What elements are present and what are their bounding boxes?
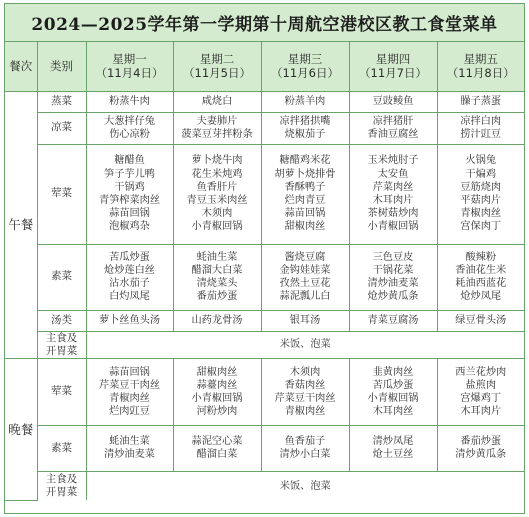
dish-cell bbox=[437, 310, 524, 331]
staple-category-label bbox=[37, 471, 86, 500]
dish-name: 蒜薹肉丝 bbox=[196, 379, 238, 391]
dish-cell bbox=[437, 112, 524, 144]
dish-name: 小青椒回锅 bbox=[191, 221, 243, 233]
day-date: （11月8日） bbox=[446, 66, 515, 81]
dish-cell bbox=[349, 144, 437, 244]
dish-name: 干锅鸡 bbox=[114, 181, 145, 193]
dish-name: 河粉炒肉 bbox=[196, 406, 238, 418]
dish-name: 甜椒肉丝 bbox=[196, 366, 238, 378]
header-row bbox=[5, 42, 524, 91]
dish-name: 孜然土豆花 bbox=[279, 278, 331, 289]
dish-cell bbox=[437, 425, 524, 471]
dish-name: 咸烧白 bbox=[201, 95, 233, 107]
dish-name: 菠菜豆芽拌粉条 bbox=[181, 129, 253, 140]
dish-name: 烂肉青豆 bbox=[284, 195, 326, 206]
category-label: 素菜 bbox=[37, 425, 86, 471]
dish-name: 番茄炒蛋 bbox=[460, 436, 502, 448]
dish-name: 玉米炖肘子 bbox=[367, 155, 419, 167]
dish-name: 蒜泥空心菜 bbox=[191, 436, 243, 448]
dish-name: 糖醋鸡米花 bbox=[279, 155, 331, 167]
dish-name: 夫妻肺片 bbox=[196, 115, 238, 127]
dish-name: 耗油西蓝花 bbox=[455, 278, 507, 289]
page-title: 2024—2025学年第一学期第十周航空港校区教工食堂菜单 bbox=[5, 4, 524, 42]
dish-name: 臊子蒸蛋 bbox=[460, 95, 502, 107]
dish-cell bbox=[261, 91, 349, 112]
dish-name: 蒜苗回锅 bbox=[284, 208, 326, 220]
dish-cell bbox=[261, 144, 349, 244]
dish-name: 炝土豆丝 bbox=[372, 449, 414, 461]
dish-cell bbox=[349, 425, 437, 471]
dish-name: 清烧菜头 bbox=[196, 278, 238, 289]
dish-name: 花生米炖鸡 bbox=[191, 168, 243, 180]
dish-name: 青笋榨菜肉丝 bbox=[98, 195, 161, 206]
dish-name: 鱼香茄子 bbox=[284, 436, 326, 448]
day-date: （11月4日） bbox=[95, 66, 164, 81]
staple-items: 米饭、泡菜 bbox=[86, 331, 524, 358]
dish-name: 木须肉 bbox=[201, 208, 233, 220]
category-label: 素菜 bbox=[37, 244, 86, 310]
dish-name: 木须肉 bbox=[289, 366, 321, 378]
dish-name: 茶树菇炒肉 bbox=[367, 208, 419, 220]
dish-name: 沾水茄子 bbox=[109, 278, 150, 289]
dish-name: 清炒油麦菜 bbox=[367, 278, 419, 289]
dish-cell bbox=[173, 244, 261, 310]
menu-table bbox=[5, 42, 524, 501]
lunch-row-4 bbox=[5, 244, 524, 310]
dish-name: 糖醋鱼 bbox=[114, 155, 145, 167]
dish-name: 香酥鸭子 bbox=[284, 181, 326, 193]
dinner-staple-row bbox=[5, 471, 524, 500]
dish-cell bbox=[349, 91, 437, 112]
dish-name: 宫保肉丁 bbox=[460, 221, 502, 233]
dish-cell bbox=[86, 358, 173, 425]
dish-name: 烧椒茄子 bbox=[284, 129, 326, 140]
dish-cell bbox=[173, 112, 261, 144]
dish-name: 香油花生米 bbox=[455, 264, 507, 276]
menu-sheet bbox=[4, 3, 525, 514]
dish-name: 西兰花炒肉 bbox=[455, 366, 507, 378]
dish-name: 芹菜豆干肉丝 bbox=[274, 392, 336, 404]
dish-name: 小青椒回锅 bbox=[367, 392, 419, 404]
dish-name: 芹菜肉丝 bbox=[372, 181, 414, 193]
dish-name: 蚝油生菜 bbox=[109, 436, 150, 448]
dish-name: 炝炒莲白丝 bbox=[104, 264, 155, 276]
staple-label-line: 开胃菜 bbox=[45, 344, 78, 357]
dish-cell bbox=[173, 358, 261, 425]
day-name: 星期二 bbox=[199, 52, 235, 67]
dish-cell bbox=[261, 112, 349, 144]
dish-cell bbox=[261, 425, 349, 471]
dish-name: 凉拌白肉 bbox=[460, 115, 502, 127]
dish-name: 蒜苗回锅 bbox=[109, 208, 150, 220]
dish-name: 木耳肉丝 bbox=[372, 406, 414, 418]
dish-name: 绿豆骨头汤 bbox=[455, 314, 507, 326]
dish-cell bbox=[261, 358, 349, 425]
staple-label-line: 开胃菜 bbox=[45, 486, 78, 499]
dish-name: 清炒油麦菜 bbox=[104, 449, 155, 461]
staple-category-label bbox=[37, 331, 86, 358]
dish-name: 宫爆鸡丁 bbox=[460, 392, 502, 404]
dish-name: 韭黄肉丝 bbox=[372, 366, 414, 378]
dish-cell bbox=[437, 91, 524, 112]
dish-name: 粉蒸牛肉 bbox=[109, 95, 150, 107]
dish-name: 捞汁豇豆 bbox=[460, 129, 502, 140]
header-day-3 bbox=[261, 42, 349, 91]
category-label: 蒸菜 bbox=[37, 91, 86, 112]
lunch-meal-label: 午餐 bbox=[5, 91, 37, 358]
dish-name: 粉蒸羊肉 bbox=[284, 95, 326, 107]
lunch-row-1 bbox=[5, 91, 524, 112]
dish-name: 凉拌猪肝 bbox=[372, 115, 414, 127]
dish-name: 酱烧豆腐 bbox=[284, 251, 326, 263]
dish-name: 大葱拌仔兔 bbox=[104, 115, 155, 127]
lunch-row-5 bbox=[5, 310, 524, 331]
dish-name: 苦瓜炒蛋 bbox=[109, 251, 150, 263]
lunch-staple-row bbox=[5, 331, 524, 358]
dish-cell bbox=[86, 425, 173, 471]
dish-name: 胡萝卜烧排骨 bbox=[274, 168, 336, 180]
dish-name: 盐煎肉 bbox=[465, 379, 497, 391]
dish-name: 白灼凤尾 bbox=[109, 291, 150, 303]
dinner-row-1 bbox=[5, 358, 524, 425]
dish-name: 干锅花菜 bbox=[372, 264, 414, 276]
dish-cell bbox=[349, 358, 437, 425]
dish-cell bbox=[86, 91, 173, 112]
header-category: 类别 bbox=[37, 42, 86, 91]
dinner-meal-label: 晚餐 bbox=[5, 358, 37, 500]
day-name: 星期四 bbox=[375, 52, 411, 67]
dish-name: 清炒黄瓜条 bbox=[455, 449, 507, 461]
dinner-row-2 bbox=[5, 425, 524, 471]
dish-cell bbox=[437, 358, 524, 425]
dish-name: 炝炒黄瓜条 bbox=[367, 291, 419, 303]
dish-cell bbox=[261, 310, 349, 331]
dish-name: 蒜苗回锅 bbox=[109, 366, 150, 378]
dish-name: 鱼香肝片 bbox=[196, 181, 238, 193]
header-day-5 bbox=[437, 42, 524, 91]
dish-name: 伤心凉粉 bbox=[109, 129, 150, 140]
dish-cell bbox=[173, 91, 261, 112]
dish-name: 芹菜豆干肉丝 bbox=[98, 379, 161, 391]
day-name: 星期三 bbox=[287, 52, 323, 67]
dish-cell bbox=[349, 112, 437, 144]
category-label: 汤类 bbox=[37, 310, 86, 331]
category-label: 荤菜 bbox=[37, 144, 86, 244]
dish-name: 太安鱼 bbox=[377, 168, 409, 180]
dish-name: 甜椒肉丝 bbox=[284, 221, 326, 233]
day-name: 星期五 bbox=[463, 52, 498, 67]
dish-name: 干煸鸡 bbox=[465, 168, 497, 180]
dish-name: 三色豆皮 bbox=[372, 251, 414, 263]
dish-name: 青椒肉丝 bbox=[284, 406, 326, 418]
dish-name: 小青椒回锅 bbox=[367, 221, 419, 233]
dish-cell bbox=[437, 244, 524, 310]
dish-name: 木耳肉片 bbox=[460, 406, 502, 418]
dish-name: 青豆玉米肉丝 bbox=[186, 195, 248, 206]
dish-cell bbox=[173, 310, 261, 331]
dish-name: 醋溜大白菜 bbox=[191, 264, 243, 276]
dish-name: 山药龙骨汤 bbox=[191, 314, 243, 326]
dish-name: 番茄炒蛋 bbox=[196, 291, 238, 303]
dish-name: 金钩娃娃菜 bbox=[279, 264, 331, 276]
dish-cell bbox=[261, 244, 349, 310]
dish-name: 酸辣粉 bbox=[465, 251, 497, 263]
category-label: 荤菜 bbox=[37, 358, 86, 425]
dish-name: 豆豉鲮鱼 bbox=[372, 95, 414, 107]
lunch-row-2 bbox=[5, 112, 524, 144]
dish-name: 小青椒回锅 bbox=[191, 392, 243, 404]
dish-name: 凉拌猪拱嘴 bbox=[279, 115, 331, 127]
dish-cell bbox=[86, 244, 173, 310]
dish-name: 平菇肉片 bbox=[460, 195, 502, 206]
dish-cell bbox=[349, 244, 437, 310]
lunch-row-3 bbox=[5, 144, 524, 244]
dish-name: 蚝油生菜 bbox=[196, 251, 238, 263]
day-date: （11月5日） bbox=[183, 66, 251, 81]
dish-cell bbox=[349, 310, 437, 331]
dish-name: 苦瓜炒蛋 bbox=[372, 379, 414, 391]
dish-name: 青菜豆腐汤 bbox=[367, 314, 419, 326]
header-day-4 bbox=[349, 42, 437, 91]
day-name: 星期一 bbox=[112, 52, 147, 67]
header-day-2 bbox=[173, 42, 261, 91]
dish-cell bbox=[86, 144, 173, 244]
dish-name: 醋溜白菜 bbox=[196, 449, 238, 461]
category-label: 凉菜 bbox=[37, 112, 86, 144]
dish-cell bbox=[437, 144, 524, 244]
dish-name: 清炒凤尾 bbox=[372, 436, 414, 448]
staple-label-line: 主食及 bbox=[45, 472, 78, 485]
dish-name: 萝卜丝鱼头汤 bbox=[98, 314, 161, 326]
dish-name: 笋子芋儿鸭 bbox=[104, 168, 155, 180]
dish-cell bbox=[86, 112, 173, 144]
dish-name: 香油豆腐丝 bbox=[367, 129, 419, 140]
header-meal: 餐次 bbox=[5, 42, 37, 91]
day-date: （11月7日） bbox=[359, 66, 427, 81]
dish-cell bbox=[173, 425, 261, 471]
dish-name: 香菇肉丝 bbox=[284, 379, 326, 391]
dish-name: 银耳汤 bbox=[289, 314, 321, 326]
dish-name: 烂肉豇豆 bbox=[109, 406, 150, 418]
dish-cell bbox=[86, 310, 173, 331]
staple-label-line: 主食及 bbox=[45, 331, 78, 344]
header-day-1 bbox=[86, 42, 173, 91]
dish-name: 豆筋烧肉 bbox=[460, 181, 502, 193]
dish-name: 萝卜烧牛肉 bbox=[191, 155, 243, 167]
dish-name: 泡椒鸡杂 bbox=[109, 221, 150, 233]
dish-name: 青椒肉丝 bbox=[460, 208, 502, 220]
dish-cell bbox=[173, 144, 261, 244]
dish-name: 炝炒凤尾 bbox=[460, 291, 502, 303]
dish-name: 青椒肉丝 bbox=[109, 392, 150, 404]
dish-name: 木耳肉片 bbox=[372, 195, 414, 206]
dish-name: 清炒小白菜 bbox=[279, 449, 331, 461]
day-date: （11月6日） bbox=[271, 66, 339, 81]
dish-name: 蒜泥瓢儿白 bbox=[279, 291, 331, 303]
staple-items: 米饭、泡菜 bbox=[86, 471, 524, 500]
dish-name: 火锅兔 bbox=[465, 155, 497, 167]
